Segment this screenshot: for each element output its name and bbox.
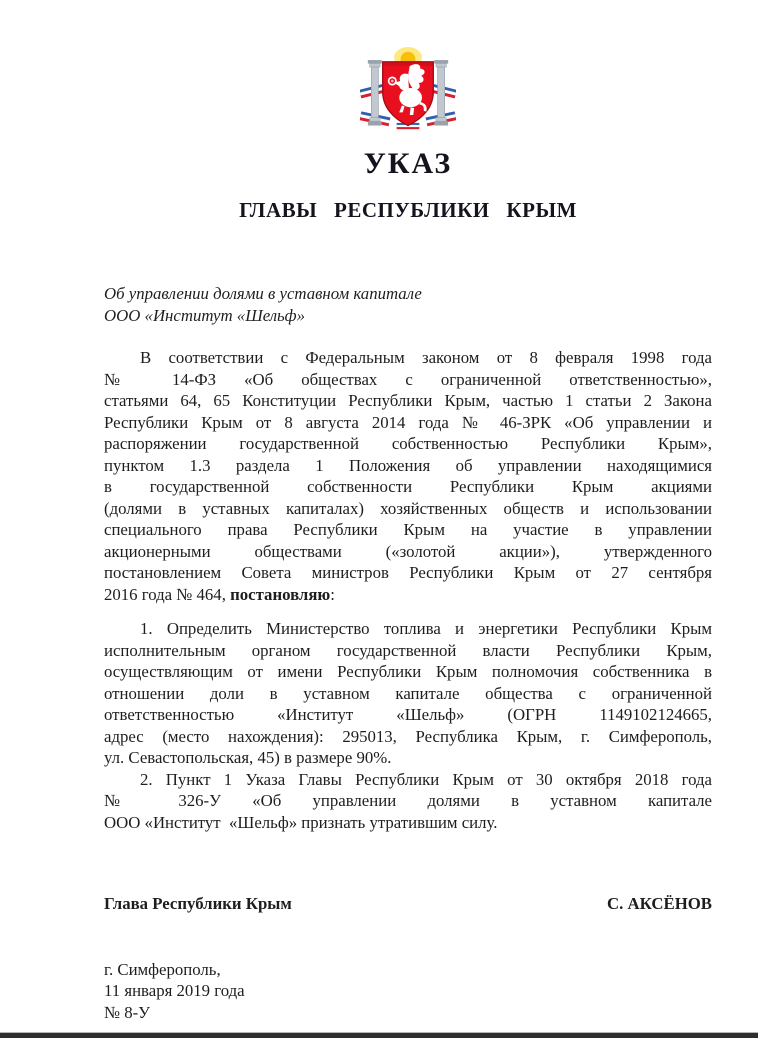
signer-position: Глава Республики Крым xyxy=(104,894,292,913)
text-line: № 326-У «Об управлении долями в уставном капитале xyxy=(104,791,712,810)
point-2-lines xyxy=(104,769,712,812)
text-line: специального права Республики Крым на участие в управлении xyxy=(104,520,712,539)
text-line: (долями в уставных капиталах) хозяйственных обществ и использовании xyxy=(104,498,712,518)
decree-point-2 xyxy=(104,769,712,834)
decree-title: УКАЗ xyxy=(363,147,453,180)
text-line: в государственной собственности Республики Крым акциями xyxy=(104,477,712,496)
page-bottom-edge xyxy=(0,1032,758,1038)
text-line: Республики Крым от 8 августа 2014 года № 46-ЗРК «Об управлении и xyxy=(104,412,712,432)
text-line: распоряжении государственной собственностью Республики Крым», xyxy=(104,434,712,453)
preamble-last-post: : xyxy=(330,584,335,604)
footer-city: г. Симферополь, xyxy=(104,959,221,979)
text-line: 1. Определить Министерство топлива и энергетики Республики Крым xyxy=(140,619,712,638)
decree-subtitle: ГЛАВЫ РЕСПУБЛИКИ КРЫМ xyxy=(239,198,577,222)
footer-number: № 8-У xyxy=(104,1002,151,1022)
text-line: статьями 64, 65 Конституции Республики Крым, частью 1 статьи 2 Закона xyxy=(104,391,712,410)
point-1-last-line: ул. Севастопольская, 45) в размере 90%. xyxy=(104,748,392,767)
text-line: акционерными обществами («золотой акции»), утвержденного xyxy=(104,541,712,561)
text-line: ответственностью «Институт «Шельф» (ОГРН 1149102124665, xyxy=(104,705,712,724)
text-line: постановлением Совета министров Республики Крым от 27 сентября xyxy=(104,563,712,582)
preamble-resolve-word: постановляю xyxy=(230,584,331,604)
subject-line-2: ООО «Институт «Шельф» xyxy=(104,305,305,325)
crimea-coat-of-arms-icon xyxy=(360,38,456,138)
text-line: 2. Пункт 1 Указа Главы Республики Крым от 30 октября 2018 года xyxy=(140,769,712,789)
preamble-last-pre: 2016 года № 464, xyxy=(104,584,231,604)
text-line: пунктом 1.3 раздела 1 Положения об управлении находящимися xyxy=(104,455,712,475)
preamble-lines xyxy=(104,347,712,584)
text-line: № 14-ФЗ «Об обществах с ограниченной ответственностью», xyxy=(104,369,712,389)
point-1-lines xyxy=(104,618,712,747)
text-line: В соответствии с Федеральным законом от 8 февраля 1998 года xyxy=(140,348,712,367)
document-content-column xyxy=(104,0,712,1023)
text-line: адрес (место нахождения): 295013, Республика Крым, г. Симферополь, xyxy=(104,726,712,746)
preamble-last-line xyxy=(104,584,712,606)
decree-footer xyxy=(104,959,712,1024)
decree-preamble-paragraph xyxy=(104,347,712,605)
signer-name: С. АКСЁНОВ xyxy=(607,894,712,913)
subject-line-1: Об управлении долями в уставном капитале xyxy=(104,284,422,303)
footer-date: 11 января 2019 года xyxy=(104,981,245,1000)
decree-subject xyxy=(104,283,712,326)
text-line: отношении доли в уставном капитале общества с ограниченной xyxy=(104,683,712,703)
decree-point-1 xyxy=(104,618,712,769)
text-line: осуществляющим от имени Республики Крым полномочия собственника в xyxy=(104,662,712,681)
text-line: исполнительным органом государственной власти Республики Крым, xyxy=(104,640,712,660)
signature-row xyxy=(104,893,712,915)
point-2-last-line: ООО «Институт «Шельф» признать утратившим силу. xyxy=(104,812,498,832)
